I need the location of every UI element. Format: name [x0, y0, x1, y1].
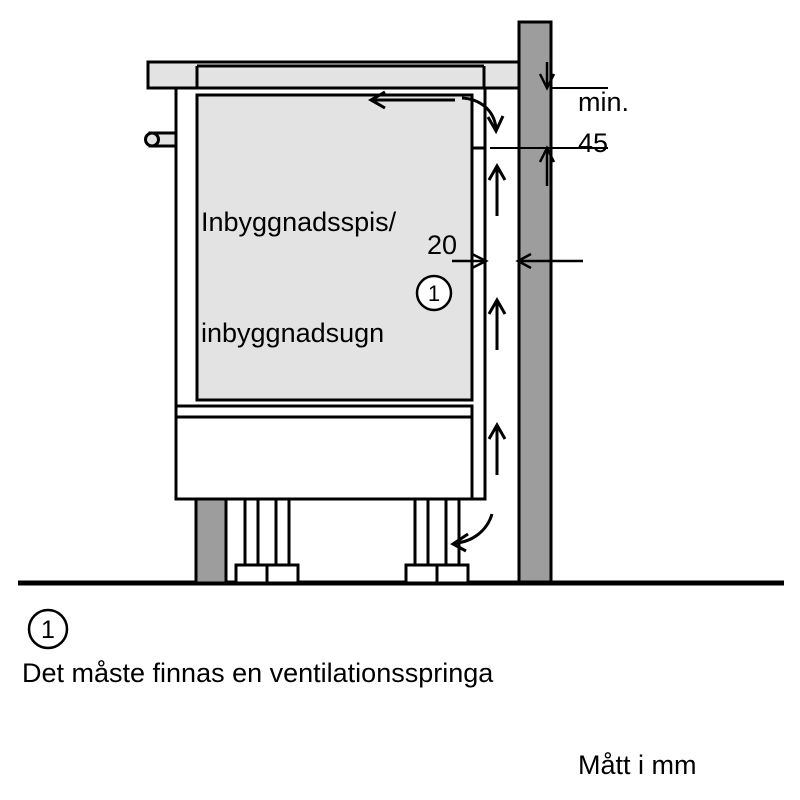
appliance-label-line2: inbyggnadsugn — [201, 318, 385, 348]
unit-note: Mått i mm — [578, 750, 697, 780]
leg-left-inner — [276, 499, 289, 565]
leg-left — [245, 499, 258, 565]
legend-marker-number: 1 — [41, 616, 55, 644]
airflow-arrows — [489, 166, 505, 475]
legend-note-text: Det måste finnas en ventilationsspringa — [22, 658, 494, 688]
appliance-label — [201, 130, 396, 426]
dimension-min-label: min. — [578, 87, 630, 117]
leg-right-inner — [415, 499, 428, 565]
dimension-20-value: 20 — [427, 230, 458, 260]
appliance-label-line1: Inbyggnadsspis/ — [201, 207, 397, 237]
handle-knob — [146, 133, 159, 146]
leg-right — [446, 499, 459, 565]
drawer-front — [176, 417, 472, 499]
wall-shape — [519, 22, 551, 584]
leg-left-inner-foot — [267, 565, 298, 583]
leg-right-inner-foot — [406, 565, 437, 583]
leg-right-foot — [437, 565, 468, 583]
callout-marker-number: 1 — [427, 281, 441, 306]
leg-left-foot — [236, 565, 267, 583]
plinth-block — [196, 499, 226, 583]
dimension-45-value: 45 — [578, 128, 609, 158]
